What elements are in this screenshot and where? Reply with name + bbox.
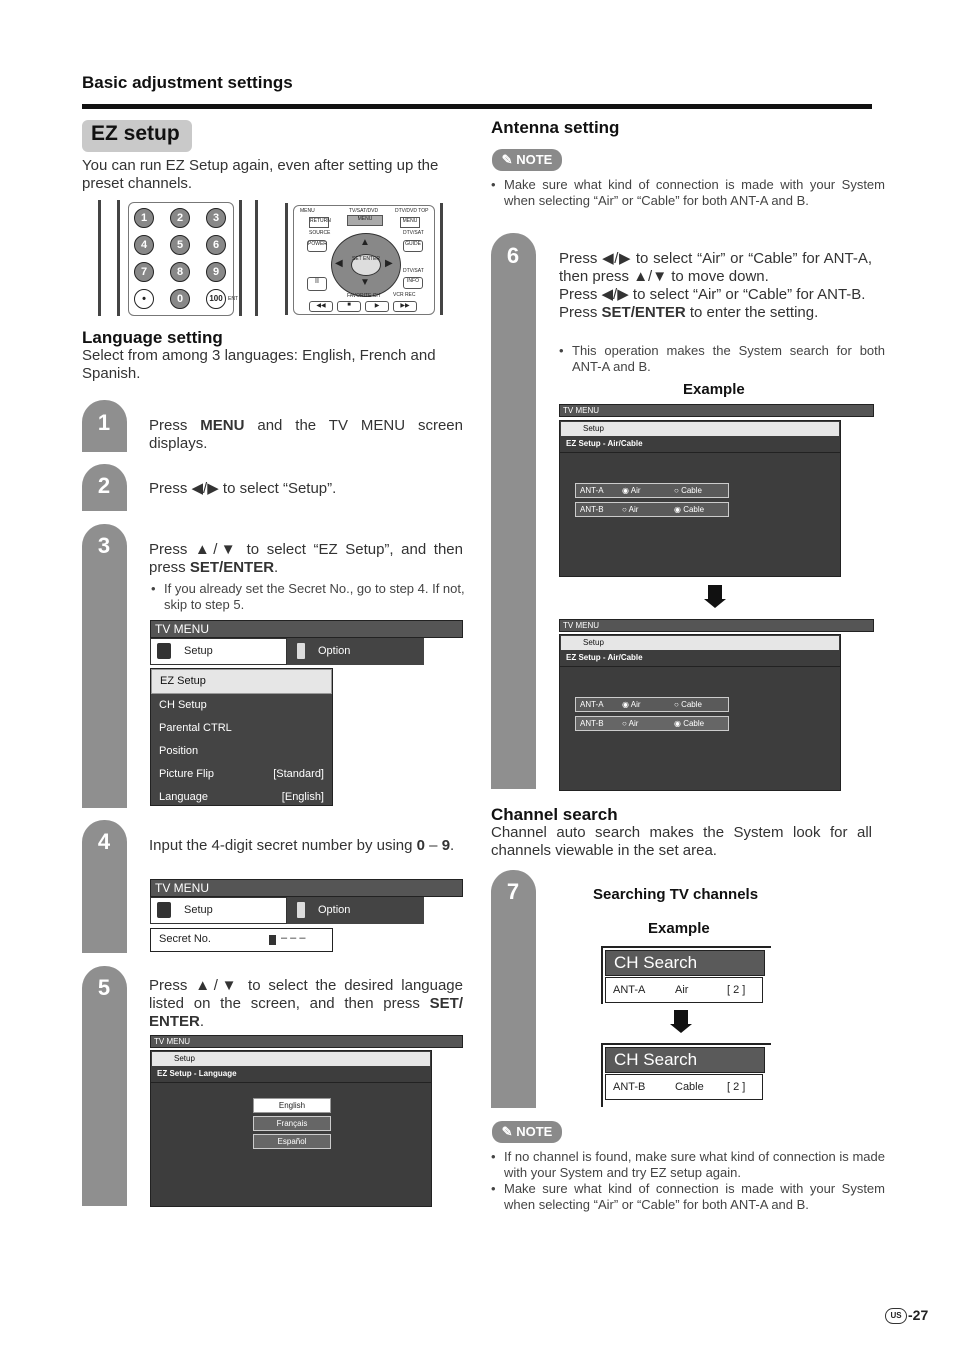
secret-no-field[interactable]: Secret No. – – – [150,928,333,952]
step-3-bullet: • If you already set the Secret No., go to step 4. If not, skip to step 5. [151,581,465,612]
remote-return-button: RETURN [309,217,329,228]
lang-screen [150,1050,432,1207]
dpad-down-icon: ▼ [360,277,370,288]
rewind-icon: ◀◀ [309,301,333,312]
keypad-button: 9 [206,262,226,282]
step-2-number: 2 [97,473,111,498]
step-1-text: Press MENU and the TV MENU screen displays. [149,417,463,452]
keypad-button: 6 [206,235,226,255]
step-7-number: 7 [506,879,520,904]
menu-item-picture-flip[interactable]: Picture Flip [Standard] [159,768,324,780]
remote-set-enter-button: SET ENTER [351,254,381,276]
pencil-icon: ✎ [501,152,517,167]
lang-option-espanol[interactable]: Español [253,1134,331,1149]
note2-bullet-2: • Make sure what kind of connection is made with your System when selecting “Air” or “Cable” for both ANT-A and B. [491,1181,885,1212]
note-badge: ✎ NOTE [492,149,562,171]
step-4-number: 4 [97,829,111,854]
fast-forward-icon: ▶▶ [393,301,417,312]
antenna-example-label: Example [683,381,745,398]
menu-item-ch-setup[interactable]: CH Setup [159,699,207,711]
keypad-button: 0 [170,289,190,309]
channel-desc: Channel auto search makes the System look for all channels viewable in the set area. [491,824,872,859]
remote-control-illustration [285,203,445,315]
note2-bullet-1: • If no channel is found, make sure what kind of connection is made with your System and try EZ setup again. [491,1149,885,1180]
step-7-column [491,870,536,1108]
antenna-row-b[interactable]: ANT-B ○ Air ◉ Cable [575,502,729,517]
keypad-button: 5 [170,235,190,255]
header-rule [82,104,872,109]
ent-label: ENT [228,296,238,302]
step-3-text: Press ▲/▼ to select “EZ Setup”, and then press SET/ENTER. [149,541,463,576]
step-1-number: 1 [97,410,111,435]
antenna-note-text: • Make sure what kind of connection is made with your System when selecting “Air” or “Cable” for both ANT-A and B. [491,177,885,208]
tab-option-2[interactable]: Option [287,897,424,924]
remote-transport-row [309,301,421,311]
dpad-up-icon: ▲ [360,237,370,248]
step-6-number: 6 [506,243,520,268]
antenna-title: Antenna setting [491,118,620,137]
antenna-row-b-2[interactable]: ANT-B ○ Air ◉ Cable [575,716,729,731]
stop-icon: ■ [337,301,361,312]
remote-vcrrec-label: VCR REC [393,292,416,298]
tv-menu-bar-2: TV MENU [150,879,463,897]
tab-setup-2[interactable]: Setup [150,897,287,924]
setup-icon [157,643,171,659]
keypad-button: 4 [134,235,154,255]
step-6-bullet: • This operation makes the System search for both ANT-A and B. [559,343,885,374]
step-5-column [82,966,127,1206]
remote-menu-label: MENU [300,208,315,214]
keypad-button: 2 [170,208,190,228]
remote-tvsat-label: TV/SAT/DVD [349,208,379,214]
step-2-text: Press ◀/▶ to select “Setup”. [149,480,337,497]
dpad-left-icon: ◀ [335,258,343,269]
keypad-button: 8 [170,262,190,282]
channel-title: Channel search [491,805,618,824]
keypad-button: 3 [206,208,226,228]
tab-option[interactable]: Option [287,638,424,665]
remote-menu-button: MENU [347,215,383,226]
antenna-screen-bar-1: TV MENU [559,404,874,417]
setup-icon [157,902,171,918]
remote-menu-button-2: MENU [400,217,420,228]
down-arrow-icon [704,585,726,608]
step-3-number: 3 [97,533,111,558]
ch-search-box-2: CH Search ANT-B Cable [ 2 ] [601,1043,771,1107]
language-desc: Select from among 3 languages: English, French and Spanish. [82,347,436,382]
cursor-icon [269,935,276,945]
step-4-text: Input the 4-digit secret number by using 0 – 9. [149,837,455,854]
ch-search-box-1: CH Search ANT-A Air [ 2 ] [601,946,771,1004]
pause-icon: II [307,277,327,291]
play-icon: ▶ [365,301,389,312]
step-3-column [82,524,127,808]
section-title: Basic adjustment settings [82,73,293,92]
step-7-title: Searching TV channels [593,886,759,903]
option-icon [297,643,305,659]
tab-setup[interactable]: Setup [150,638,287,665]
ez-title: EZ setup [91,122,180,145]
step-6-column [491,233,536,789]
remote-power-button: POWER [307,240,327,252]
pencil-icon: ✎ [501,1124,517,1139]
antenna-row-a-2[interactable]: ANT-A ◉ Air ○ Cable [575,697,729,712]
menu-item-language[interactable]: Language [English] [159,791,324,803]
language-title: Language setting [82,328,223,347]
keypad-button: 1 [134,208,154,228]
ez-intro: You can run EZ Setup again, even after setting up the preset channels. [82,157,439,192]
remote-dtvsat-label: DTV/SAT [403,230,424,236]
step-5-text: Press ▲/▼ to select the desired language listed on the screen, and then press SET/ ENTER. [149,977,463,1030]
step-7-example: Example [648,920,710,937]
menu-item-ez-setup[interactable]: EZ Setup [151,669,332,694]
antenna-row-a[interactable]: ANT-A ◉ Air ○ Cable [575,483,729,498]
remote-keypad-illustration [98,200,258,316]
keypad-button: • [134,289,154,309]
step-6-text: Press ◀/▶ to select “Air” or “Cable” for ANT-A, then press ▲/▼ to move down. Press ◀/▶ to select “Air” or “Cable” for ANT-B. Press SET/ENTER to enter the setting. [559,250,872,321]
remote-info-button: INFO [403,277,423,289]
dpad-right-icon: ▶ [385,258,393,269]
lang-option-english[interactable]: English [253,1098,331,1113]
page-number: -27 [908,1307,929,1323]
option-icon [297,902,305,918]
remote-guide-button: GUIDE [403,240,423,252]
down-arrow-icon-2 [670,1010,692,1033]
keypad-button: 7 [134,262,154,282]
step-5-number: 5 [97,975,111,1000]
remote-dtvsat2-label: DTV/SAT [403,268,424,274]
menu-item-position[interactable]: Position [159,745,199,757]
us-badge: US [885,1308,907,1324]
antenna-screen-bar-2: TV MENU [559,619,874,632]
remote-dtv-label: DTV/DVD TOP [395,208,429,214]
lang-screen-sub: EZ Setup - Language [157,1069,237,1078]
tv-menu-bar: TV MENU [150,620,463,638]
lang-option-francais[interactable]: Français [253,1116,331,1131]
menu-item-parental[interactable]: Parental CTRL [159,722,232,734]
antenna-screen-1: Setup EZ Setup - Air/Cable ANT-A ◉ Air ○ Cable ANT-B ○ Air ◉ Cable [559,420,841,577]
lang-screen-bar: TV MENU [150,1035,463,1048]
remote-source-label: SOURCE [309,230,331,236]
note-badge-2: ✎ NOTE [492,1121,562,1143]
tv-menu-list [150,668,333,806]
keypad-button: 100 [206,289,226,309]
lang-screen-tab: Setup [152,1052,430,1066]
remote-favorite-label: FAVORITE CH [347,293,380,299]
antenna-screen-2: Setup EZ Setup - Air/Cable ANT-A ◉ Air ○ Cable ANT-B ○ Air ◉ Cable [559,634,841,791]
